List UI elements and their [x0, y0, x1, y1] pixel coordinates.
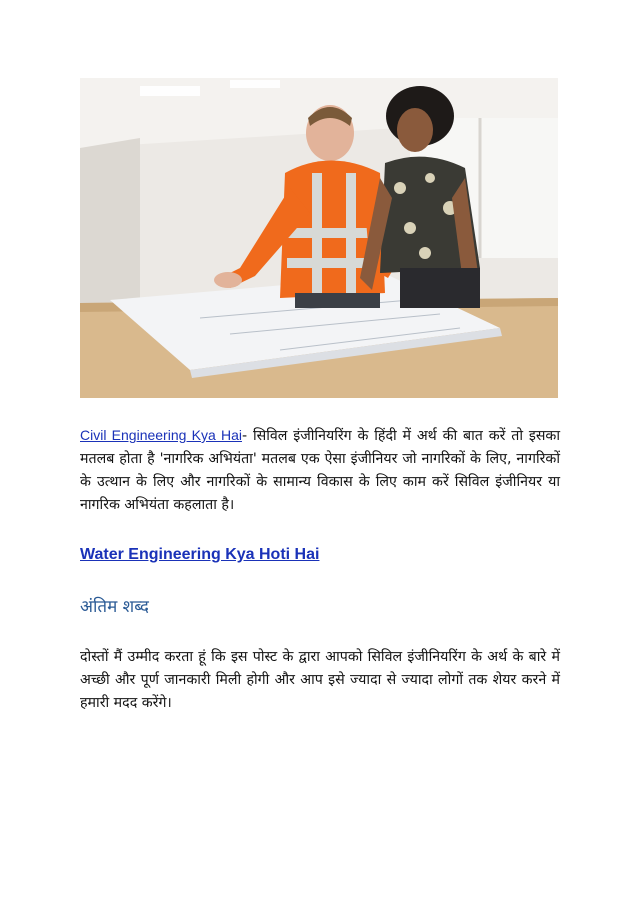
civil-engineering-link[interactable]: Civil Engineering Kya Hai [80, 427, 242, 443]
intro-paragraph [80, 424, 560, 517]
water-engineering-link[interactable]: Water Engineering Kya Hoti Hai [80, 546, 320, 563]
conclusion-heading: अंतिम शब्द [80, 597, 149, 617]
engineers-illustration [80, 78, 558, 398]
intro-text: - सिविल इंजीनियरिंग के हिंदी में अर्थ की बात करें तो इसका मतलब होता है 'नागरिक अभियंता' मतलब एक ऐसा इंजीनियर जो नागरिकों के लिए, नागरिकों के उत्थान के लिए और नागरिकों के सामान्य विकास के लिए काम करें सिविल इंजीनियर या नागरिक अभियंता कहलाता है। [80, 428, 560, 513]
article-photo [80, 78, 558, 398]
conclusion-paragraph: दोस्तों मैं उम्मीद करता हूं कि इस पोस्ट के द्वारा आपको सिविल इंजीनियरिंग के अर्थ के बारे में अच्छी और पूर्ण जानकारी मिली होगी और आप इसे ज्यादा से ज्यादा लोगों तक शेयर करने में हमारी मदद करेंगे। [80, 649, 560, 711]
